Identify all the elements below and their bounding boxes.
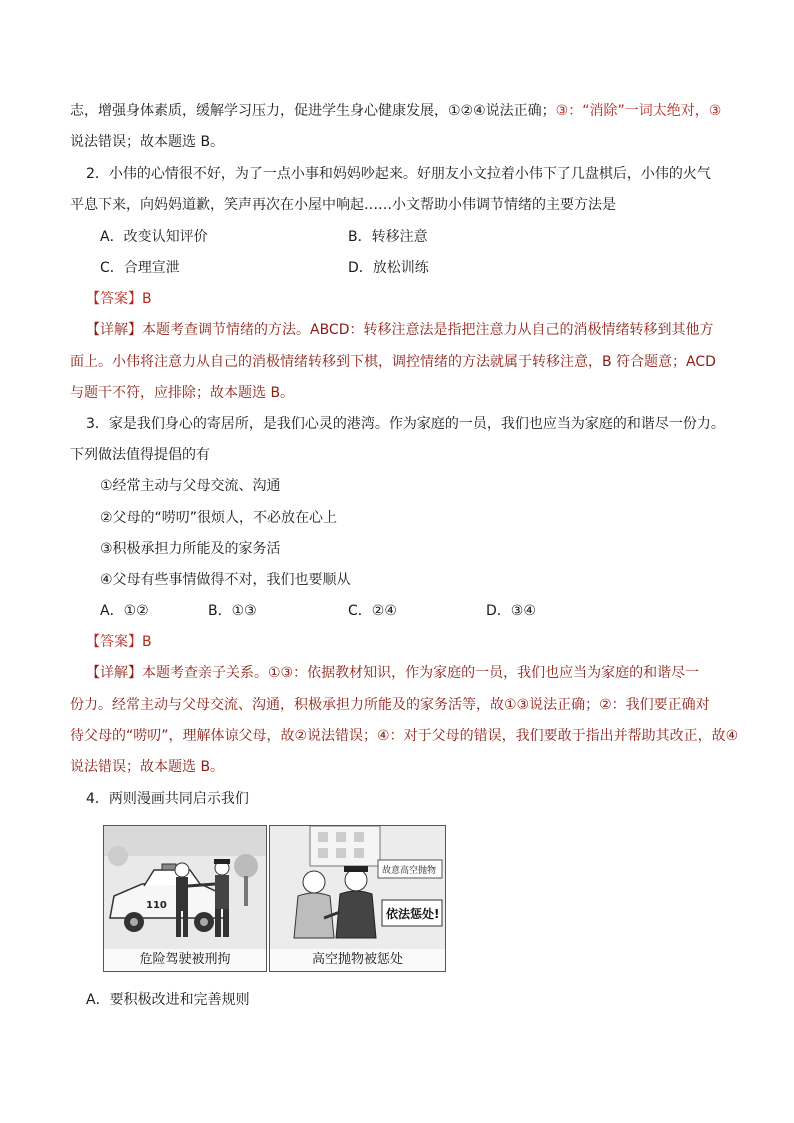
comic-right-caption: 高空抛物被惩处 <box>270 949 445 971</box>
q1-explanation-line2: 说法错误；故本题选 B。 <box>70 134 225 150</box>
q2-stem-line1: 2．小伟的心情很不好，为了一点小事和妈妈吵起来。好朋友小文拉着小伟下了几盘棋后，小伟的火气 <box>86 166 711 182</box>
comic-left-illustration <box>104 826 266 949</box>
q3-answer: 【答案】B <box>86 634 152 650</box>
q2-option-a: A．改变认知评价 <box>100 229 208 245</box>
q3-option-b: B．①③ <box>208 603 257 619</box>
q3-item-4: ④父母有些事情做得不对，我们也要顺从 <box>100 572 351 588</box>
q3-detail-line2: 份力。经常主动与父母交流、沟通，积极承担力所能及的家务活等，故①③说法正确；②：我们要正确对 <box>70 697 710 713</box>
q3-item-2: ②父母的“唠叨”很烦人，不必放在心上 <box>100 510 338 526</box>
q2-detail-line2: 面上。小伟将注意力从自己的消极情绪转移到下棋，调控情绪的方法就属于转移注意，B 符合题意；ACD <box>70 354 716 370</box>
q2-stem-line2: 平息下来，向妈妈道歉，笑声再次在小屋中响起……小文帮助小伟调节情绪的主要方法是 <box>70 197 616 213</box>
q3-stem-line1: 3．家是我们身心的寄居所，是我们心灵的港湾。作为家庭的一员，我们也应当为家庭的和谐尽一份力。 <box>86 416 725 432</box>
q1-explanation-line1-a: 志，增强身体素质，缓解学习压力，促进学生身心健康发展，①②④说法正确； <box>70 103 556 119</box>
q3-detail-line1: 【详解】本题考查亲子关系。①③：依据教材知识，作为家庭的一员，我们也应当为家庭的和谐尽一 <box>86 665 700 681</box>
car-number: 110 <box>146 900 167 911</box>
q2-detail-line3: 与题干不符，应排除；故本题选 B。 <box>70 385 295 401</box>
q3-detail-line3: 待父母的“唠叨”，理解体谅父母，故②说法错误；④：对于父母的错误，我们要敢于指出并帮助其改正，故④ <box>70 728 739 744</box>
q4-stem: 4．两则漫画共同启示我们 <box>86 791 249 807</box>
q3-item-3: ③积极承担力所能及的家务活 <box>100 541 281 557</box>
comic-right <box>269 825 446 972</box>
q3-option-a: A．①② <box>100 603 149 619</box>
q3-detail-line4: 说法错误；故本题选 B。 <box>70 759 225 775</box>
q2-option-d: D．放松训练 <box>348 260 429 276</box>
comic-left <box>103 825 267 972</box>
sign-text: 依法惩处! <box>386 907 440 921</box>
q3-item-1: ①经常主动与父母交流、沟通 <box>100 478 281 494</box>
q2-option-c: C．合理宣泄 <box>100 260 180 276</box>
q1-explanation-line1 <box>70 101 721 121</box>
q4-option-a: A．要积极改进和完善规则 <box>86 992 250 1008</box>
q2-answer: 【答案】B <box>86 291 152 307</box>
q3-option-d: D．③④ <box>486 603 536 619</box>
q2-detail-line1: 【详解】本题考查调节情绪的方法。ABCD：转移注意法是指把注意力从自己的消极情绪转移到其他方 <box>86 322 714 338</box>
q2-option-b: B．转移注意 <box>348 229 428 245</box>
comic-left-caption: 危险驾驶被刑拘 <box>104 949 266 971</box>
q3-option-c: C．②④ <box>348 603 397 619</box>
q3-stem-line2: 下列做法值得提倡的有 <box>70 447 210 463</box>
comic-right-illustration <box>270 826 445 949</box>
q1-explanation-line1-b: ③：“消除”一词太绝对，③ <box>555 103 722 119</box>
banner-text: 故意高空抛物 <box>382 866 437 876</box>
